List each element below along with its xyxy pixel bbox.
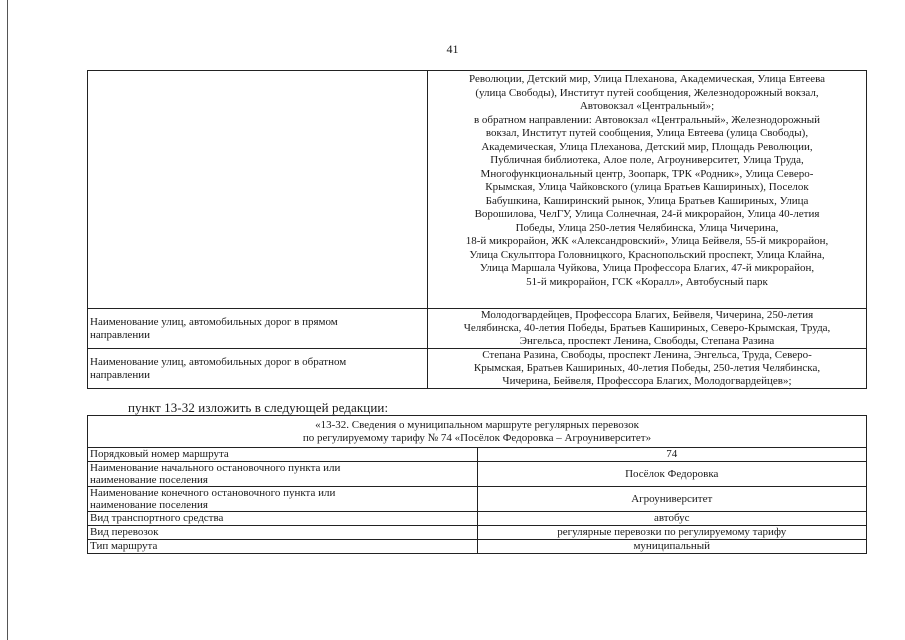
route-line: (улица Свободы), Институт путей сообщения, Железнодорожный вокзал, bbox=[475, 86, 819, 99]
route-line: Бабушкина, Каширинский рынок, Улица Братьев Кашириных, Улица bbox=[485, 194, 809, 207]
transport-kind-row bbox=[88, 526, 867, 540]
route-line: Революции, Детский мир, Улица Плеханова, Академическая, Улица Евтеева bbox=[468, 73, 826, 85]
route-info-table bbox=[87, 415, 867, 554]
route-line: Академическая, Улица Плеханова, Детский мир, Площадь Революции, bbox=[481, 140, 813, 153]
vehicle-type-value: автобус bbox=[477, 512, 867, 526]
vehicle-type-label: Вид транспортного средства bbox=[88, 512, 478, 526]
route-number-value: 74 bbox=[477, 448, 867, 462]
start-stop-value: Посёлок Федоровка bbox=[477, 462, 867, 487]
route-type-row bbox=[88, 540, 867, 554]
end-stop-value: Агроуниверситет bbox=[477, 487, 867, 512]
amendment-instruction: пункт 13-32 изложить в следующей редакции: bbox=[128, 400, 389, 415]
transport-kind-value: регулярные перевозки по регулируемому тарифу bbox=[477, 526, 867, 540]
route-line: Автовокзал «Центральный»; bbox=[579, 100, 715, 112]
forward-streets-label: Наименование улиц, автомобильных дорог в прямом направлении bbox=[88, 309, 428, 349]
reverse-streets-row bbox=[88, 349, 867, 389]
route-line: 51-й микрорайон, ГСК «Коралл», Автобусный парк bbox=[526, 275, 768, 288]
vehicle-type-row bbox=[88, 512, 867, 526]
route-number-row bbox=[88, 448, 867, 462]
transport-kind-label: Вид перевозок bbox=[88, 526, 478, 540]
route-line: вокзал, Институт путей сообщения, Улица Евтеева (улица Свободы), bbox=[485, 127, 809, 139]
route-line: Улица Скульптора Головницкого, Краснопольский проспект, Улица Клайна, bbox=[469, 248, 825, 261]
end-stop-row bbox=[88, 487, 867, 512]
route-type-label: Тип маршрута bbox=[88, 540, 478, 554]
route-line: в обратном направлении: Автовокзал «Центральный», Железнодорожный bbox=[473, 113, 820, 126]
route-stops-label-cell bbox=[88, 71, 428, 309]
forward-streets-row bbox=[88, 309, 867, 349]
route-details-table bbox=[87, 70, 867, 389]
route-line: Ворошилова, ЧелГУ, Улица Солнечная, 24-й микрорайон, Улица 40-летия bbox=[474, 208, 820, 220]
route-info-header-row bbox=[88, 416, 867, 448]
route-type-value: муниципальный bbox=[477, 540, 867, 554]
route-line: Публичная библиотека, Алое поле, Агроуниверситет, Улица Труда, bbox=[490, 154, 804, 166]
route-line: Многофункциональный центр, Зоопарк, ТРК «Родник», Улица Северо- bbox=[480, 167, 814, 180]
route-stops-row bbox=[88, 71, 867, 309]
route-line: Улица Маршала Чуйкова, Улица Профессора Благих, 47-й микрорайон, bbox=[479, 262, 815, 274]
page-number: 41 bbox=[446, 42, 459, 56]
route-stops-text bbox=[428, 71, 867, 309]
route-line: Победы, Улица 250-летия Челябинска, Улица Чичерина, bbox=[515, 221, 779, 234]
route-number-label: Порядковый номер маршрута bbox=[88, 448, 478, 462]
page-edge-line bbox=[7, 0, 8, 640]
start-stop-label: Наименование начального остановочного пункта или наименование поселения bbox=[88, 462, 478, 487]
reverse-streets-value: Степана Разина, Свободы, проспект Ленина, Энгельса, Труда, Северо- Крымская, Братьев Кашириных, 40-летия Победы, 250-летия Челябинска, Чичерина, Бейвеля, Профессора Благих, Молодогвардейцев»; bbox=[428, 349, 867, 389]
route-line: Крымская, Улица Чайковского (улица Братьев Кашириных), Поселок bbox=[485, 181, 809, 193]
reverse-streets-label: Наименование улиц, автомобильных дорог в обратном направлении bbox=[88, 349, 428, 389]
route-info-header: «13-32. Сведения о муниципальном маршруте регулярных перевозок по регулируемому тарифу № 74 «Посёлок Федоровка – Агроуниверситет» bbox=[88, 416, 867, 448]
route-line: 18-й микрорайон, ЖК «Александровский», Улица Бейвеля, 55-й микрорайон, bbox=[465, 235, 829, 247]
start-stop-row bbox=[88, 462, 867, 487]
end-stop-label: Наименование конечного остановочного пункта или наименование поселения bbox=[88, 487, 478, 512]
forward-streets-value: Молодогвардейцев, Профессора Благих, Бейвеля, Чичерина, 250-летия Челябинска, 40-летия Победы, Братьев Кашириных, Северо-Крымская, Труда, Энгельса, проспект Ленина, Свободы, Степана Разина bbox=[428, 309, 867, 349]
